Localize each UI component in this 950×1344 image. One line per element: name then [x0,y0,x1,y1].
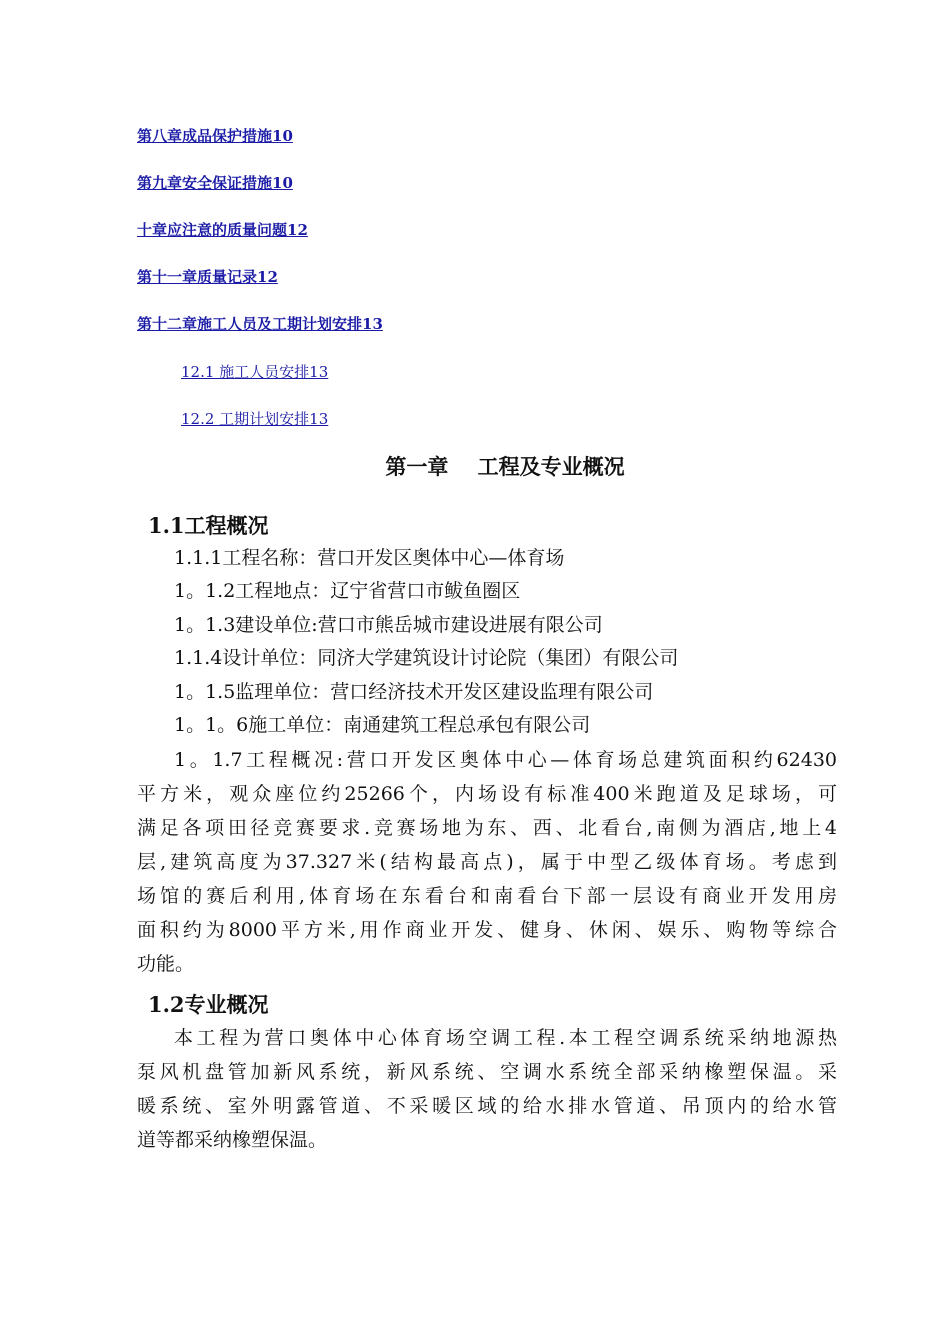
project-name-line: 1.1.1工程名称：营口开发区奥体中心—体育场 [174,547,565,569]
construction-unit-line: 1。1.3建设单位:营口市熊岳城市建设进展有限公司 [174,614,603,636]
toc-link-section-12-2[interactable]: 12.2 工期计划安排13 [181,410,329,428]
toc-link-chapter-11[interactable]: 第十一章质量记录12 [137,268,278,286]
overview-line: 层,建筑高度为37.327米(结构最高点)，属于中型乙级体育场。考虑到 [137,851,837,873]
overview-line: 平方米，观众座位约25266个，内场设有标准400米跑道及足球场，可 [137,783,837,805]
specialty-line: 本工程为营口奥体中心体育场空调工程.本工程空调系统采纳地源热 [174,1027,837,1049]
overview-line: 场馆的赛后利用,体育场在东看台和南看台下部一层设有商业开发用房 [137,885,837,907]
toc-link-section-12-1[interactable]: 12.1 施工人员安排13 [181,363,329,381]
overview-line: 满足各项田径竞赛要求.竞赛场地为东、西、北看台,南侧为酒店,地上4 [137,817,837,839]
toc-link-chapter-12[interactable]: 第十二章施工人员及工期计划安排13 [137,315,383,333]
section-heading-1-2: 1.2专业概况 [148,992,269,1017]
overview-line: 1。1.7工程概况:营口开发区奥体中心—体育场总建筑面积约62430 [174,749,837,771]
supervision-unit-line: 1。1.5监理单位：营口经济技术开发区建设监理有限公司 [174,681,654,703]
specialty-line: 暖系统、室外明露管道、不采暖区域的给水排水管道、吊顶内的给水管 [137,1095,837,1117]
contractor-unit-line: 1。1。6施工单位：南通建筑工程总承包有限公司 [174,714,591,736]
toc-link-chapter-9[interactable]: 第九章安全保证措施10 [137,174,293,192]
specialty-line: 道等都采纳橡塑保温。 [137,1129,328,1151]
section-heading-1-1: 1.1工程概况 [148,513,269,538]
design-unit-line: 1.1.4设计单位：同济大学建筑设计讨论院（集团）有限公司 [174,647,679,669]
specialty-line: 泵风机盘管加新风系统，新风系统、空调水系统全部采纳橡塑保温。采 [137,1061,837,1083]
chapter-title: 第一章 工程及专业概况 [385,454,625,479]
overview-line: 面积约为8000平方米,用作商业开发、健身、休闲、娱乐、购物等综合 [137,919,837,941]
overview-line: 功能。 [137,953,195,975]
project-location-line: 1。1.2工程地点：辽宁省营口市鲅鱼圈区 [174,580,521,602]
project-overview-paragraph [137,743,837,981]
toc-link-chapter-8[interactable]: 第八章成品保护措施10 [137,127,293,145]
toc-link-chapter-10[interactable]: 十章应注意的质量问题12 [137,221,308,239]
specialty-overview-paragraph [137,1021,837,1157]
